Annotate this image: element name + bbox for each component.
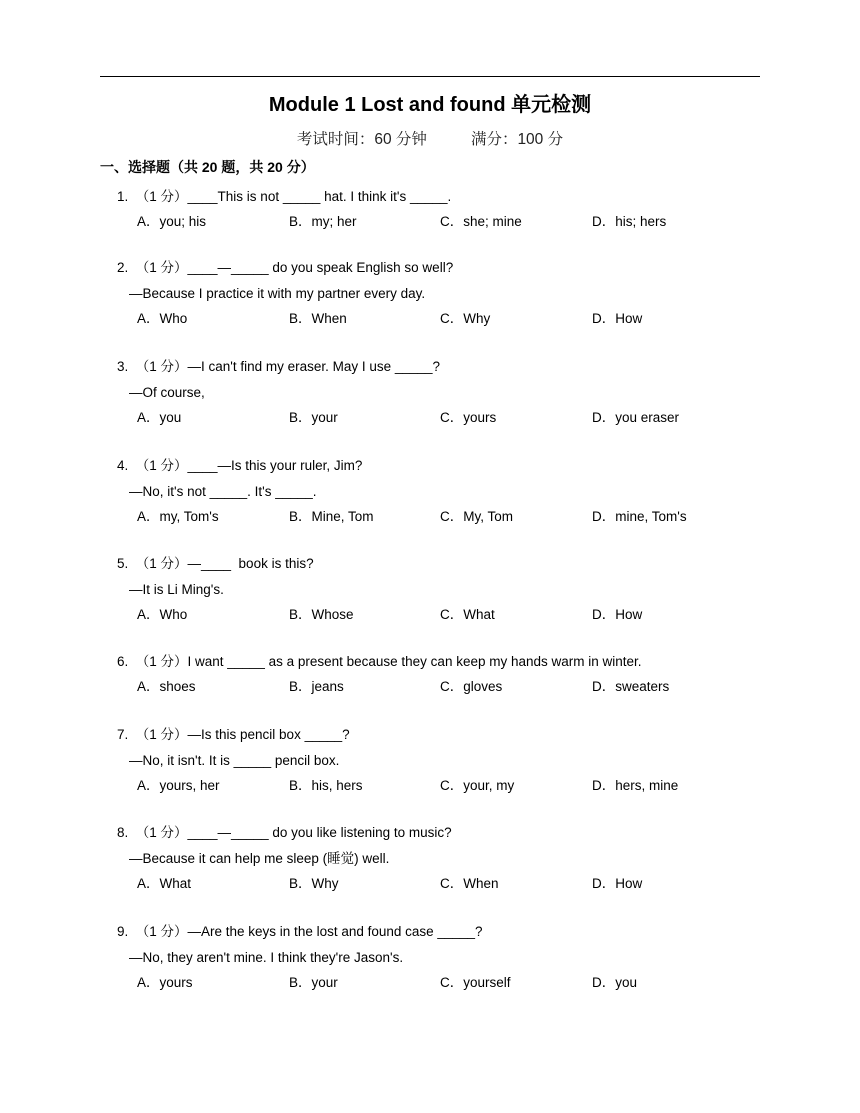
option-a[interactable]: A．my, Tom's <box>137 509 219 524</box>
question-stem: 4. （1 分）____—Is this your ruler, Jim? <box>117 458 363 473</box>
option-c[interactable]: C．yourself <box>440 975 511 990</box>
option-b[interactable]: B．his, hers <box>289 778 363 793</box>
option-c[interactable]: C．What <box>440 607 495 622</box>
question-dialogue-line: —No, it isn't. It is _____ pencil box. <box>129 753 340 768</box>
option-b[interactable]: B．my; her <box>289 214 357 229</box>
option-a[interactable]: A．you <box>137 410 182 425</box>
question-stem: 6. （1 分）I want _____ as a present because they can keep my hands warm in winter. <box>117 654 642 669</box>
exam-info <box>0 127 860 149</box>
option-b[interactable]: B．Why <box>289 876 339 891</box>
question-stem: 7. （1 分）—Is this pencil box _____? <box>117 727 350 742</box>
section-heading: 一、选择题（共 20 题，共 20 分） <box>100 159 315 175</box>
option-d[interactable]: D．How <box>592 607 643 622</box>
option-a[interactable]: A．Who <box>137 607 188 622</box>
option-d[interactable]: D．his; hers <box>592 214 667 229</box>
option-a[interactable]: A．What <box>137 876 192 891</box>
option-d[interactable]: D．you eraser <box>592 410 680 425</box>
question-stem: 8. （1 分）____—_____ do you like listening to music? <box>117 825 452 840</box>
question-stem: 9. （1 分）—Are the keys in the lost and found case _____? <box>117 924 483 939</box>
option-c[interactable]: C．gloves <box>440 679 503 694</box>
question-dialogue-line: —No, they aren't mine. I think they're Jason's. <box>129 950 404 965</box>
option-d[interactable]: D．hers, mine <box>592 778 679 793</box>
question-dialogue-line: —Of course, <box>129 385 205 400</box>
option-c[interactable]: C．When <box>440 876 499 891</box>
option-d[interactable]: D．mine, Tom's <box>592 509 687 524</box>
option-b[interactable]: B．When <box>289 311 347 326</box>
option-d[interactable]: D．How <box>592 311 643 326</box>
option-c[interactable]: C．Why <box>440 311 491 326</box>
option-b[interactable]: B．your <box>289 975 338 990</box>
option-d[interactable]: D．How <box>592 876 643 891</box>
question-dialogue-line: —No, it's not _____. It's _____. <box>129 484 317 499</box>
exam-time: 考试时间：60 分钟 <box>296 131 427 148</box>
question-dialogue-line: —Because I practice it with my partner every day. <box>129 286 426 301</box>
question-stem: 3. （1 分）—I can't find my eraser. May I use _____? <box>117 359 440 374</box>
option-c[interactable]: C．yours <box>440 410 497 425</box>
question-stem: 1. （1 分）____This is not _____ hat. I think it's _____. <box>117 189 452 204</box>
page-title: Module 1 Lost and found 单元检测 <box>268 94 592 116</box>
question-stem: 5. （1 分）—____ book is this? <box>117 556 314 571</box>
header-rule <box>100 76 760 77</box>
question-stem: 2. （1 分）____—_____ do you speak English so well? <box>117 260 454 275</box>
option-b[interactable]: B．Mine, Tom <box>289 509 374 524</box>
question-dialogue-line: —It is Li Ming's. <box>129 582 224 597</box>
option-b[interactable]: B．jeans <box>289 679 344 694</box>
option-c[interactable]: C．your, my <box>440 778 515 793</box>
option-a[interactable]: A．yours, her <box>137 778 220 793</box>
question-dialogue-line: —Because it can help me sleep (睡觉) well. <box>129 851 390 866</box>
option-a[interactable]: A．yours <box>137 975 193 990</box>
option-d[interactable]: D．sweaters <box>592 679 670 694</box>
option-a[interactable]: A．shoes <box>137 679 196 694</box>
option-a[interactable]: A．you; his <box>137 214 207 229</box>
option-b[interactable]: B．your <box>289 410 338 425</box>
exam-score: 满分：100 分 <box>470 131 564 148</box>
option-a[interactable]: A．Who <box>137 311 188 326</box>
option-c[interactable]: C．My, Tom <box>440 509 514 524</box>
option-c[interactable]: C．she; mine <box>440 214 522 229</box>
option-b[interactable]: B．Whose <box>289 607 354 622</box>
option-d[interactable]: D．you <box>592 975 638 990</box>
